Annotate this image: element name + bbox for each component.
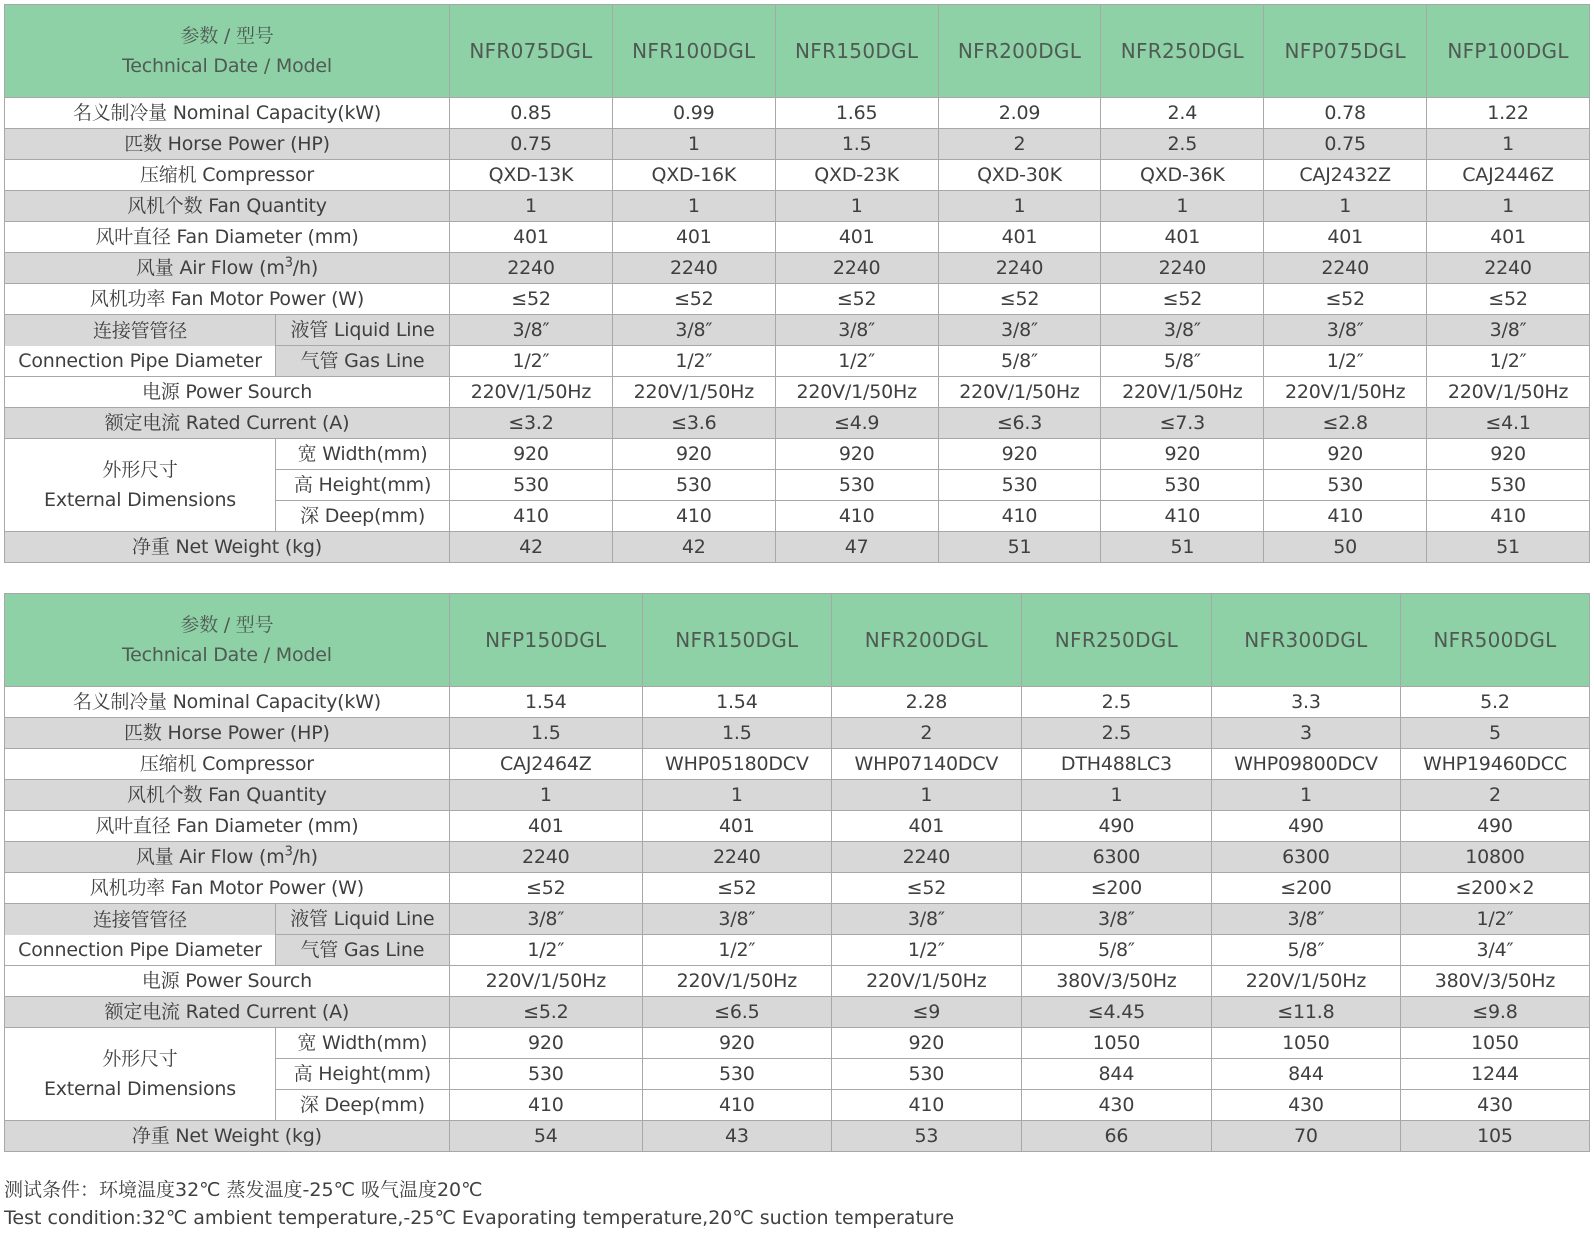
row-power — [5, 966, 1590, 997]
cell-fan-quantity: 1 — [775, 191, 938, 222]
gas-line-label: 气管 Gas Line — [275, 935, 449, 966]
cell-fan-diameter: 401 — [449, 811, 642, 842]
cell-compressor: WHP19460DCC — [1400, 749, 1589, 780]
cell-deep: 410 — [831, 1090, 1021, 1121]
cell-liquid-line: 3/8″ — [1264, 315, 1427, 346]
row-label: 风机个数 Fan Quantity — [5, 780, 450, 811]
cell-capacity: 2.4 — [1101, 98, 1264, 129]
cell-gas-line: 1/2″ — [831, 935, 1021, 966]
cell-height: 844 — [1211, 1059, 1400, 1090]
cell-air-flow: 2240 — [1427, 253, 1590, 284]
dimensions-label-cn: 外形尺寸 — [102, 459, 178, 481]
cell-deep: 410 — [642, 1090, 831, 1121]
cell-deep: 430 — [1400, 1090, 1589, 1121]
cell-height: 530 — [1264, 470, 1427, 501]
cell-liquid-line: 3/8″ — [642, 904, 831, 935]
cell-compressor: WHP07140DCV — [831, 749, 1021, 780]
model-name: NFP100DGL — [1427, 5, 1590, 98]
cell-fan-motor: ≤52 — [938, 284, 1101, 315]
cell-net-weight: 51 — [1427, 532, 1590, 563]
cell-rated-current: ≤9 — [831, 997, 1021, 1028]
cell-air-flow: 6300 — [1211, 842, 1400, 873]
cell-width: 920 — [642, 1028, 831, 1059]
cell-net-weight: 42 — [450, 532, 613, 563]
cell-horse-power: 5 — [1400, 718, 1589, 749]
cell-width: 920 — [831, 1028, 1021, 1059]
row-label: 风机个数 Fan Quantity — [5, 191, 450, 222]
row-capacity — [5, 98, 1590, 129]
cell-width: 920 — [1101, 439, 1264, 470]
cell-fan-motor: ≤52 — [450, 284, 613, 315]
row-width — [5, 1028, 1590, 1059]
cell-deep: 410 — [1427, 501, 1590, 532]
model-name: NFR300DGL — [1211, 594, 1400, 687]
cell-power: 220V/1/50Hz — [1427, 377, 1590, 408]
cell-liquid-line: 3/8″ — [775, 315, 938, 346]
cell-fan-diameter: 401 — [642, 811, 831, 842]
spec-table-2 — [4, 593, 1590, 1152]
row-label: 风叶直径 Fan Diameter (mm) — [5, 811, 450, 842]
header-label-cn: 参数 / 型号 — [180, 614, 274, 636]
cell-rated-current: ≤6.5 — [642, 997, 831, 1028]
cell-deep: 410 — [612, 501, 775, 532]
cell-fan-motor: ≤52 — [1264, 284, 1427, 315]
row-label — [5, 842, 450, 873]
cell-horse-power: 0.75 — [450, 129, 613, 160]
cell-width: 920 — [450, 439, 613, 470]
cell-net-weight: 51 — [938, 532, 1101, 563]
cell-fan-diameter: 401 — [612, 222, 775, 253]
cell-compressor: WHP05180DCV — [642, 749, 831, 780]
row-capacity — [5, 687, 1590, 718]
cell-fan-motor: ≤200 — [1211, 873, 1400, 904]
cell-fan-motor: ≤52 — [775, 284, 938, 315]
cell-gas-line: 3/4″ — [1400, 935, 1589, 966]
cell-capacity: 0.99 — [612, 98, 775, 129]
cell-horse-power: 1.5 — [642, 718, 831, 749]
cell-deep: 410 — [1101, 501, 1264, 532]
row-net-weight — [5, 532, 1590, 563]
row-compressor — [5, 749, 1590, 780]
cell-fan-motor: ≤52 — [1101, 284, 1264, 315]
cell-gas-line: 5/8″ — [1101, 346, 1264, 377]
test-condition-cn: 测试条件：环境温度32℃ 蒸发温度-25℃ 吸气温度20℃ — [4, 1179, 483, 1201]
row-air-flow — [5, 253, 1590, 284]
cell-rated-current: ≤3.6 — [612, 408, 775, 439]
dimensions-label-cn: 外形尺寸 — [102, 1048, 178, 1070]
pipe-group-label — [5, 904, 276, 966]
row-label: 风叶直径 Fan Diameter (mm) — [5, 222, 450, 253]
model-name: NFR100DGL — [612, 5, 775, 98]
cell-rated-current: ≤9.8 — [1400, 997, 1589, 1028]
cell-height: 530 — [1101, 470, 1264, 501]
test-condition-en: Test condition:32℃ ambient temperature,-25℃ Evaporating temperature,20℃ suction temperature — [4, 1207, 955, 1229]
gas-line-label: 气管 Gas Line — [276, 346, 450, 377]
row-horse-power — [5, 718, 1590, 749]
cell-deep: 410 — [938, 501, 1101, 532]
dimensions-group-label — [5, 439, 276, 532]
cell-fan-quantity: 1 — [1211, 780, 1400, 811]
cell-power: 220V/1/50Hz — [831, 966, 1021, 997]
cell-compressor: DTH488LC3 — [1021, 749, 1211, 780]
cell-fan-quantity: 1 — [1427, 191, 1590, 222]
header-label — [5, 5, 450, 98]
cell-width: 920 — [1264, 439, 1427, 470]
row-width — [5, 439, 1590, 470]
cell-fan-motor: ≤52 — [612, 284, 775, 315]
cell-capacity: 0.85 — [450, 98, 613, 129]
cell-width: 1050 — [1211, 1028, 1400, 1059]
deep-label: 深 Deep(mm) — [275, 1090, 449, 1121]
cell-capacity: 1.54 — [449, 687, 642, 718]
cell-height: 530 — [449, 1059, 642, 1090]
cell-air-flow: 6300 — [1021, 842, 1211, 873]
cell-liquid-line: 3/8″ — [938, 315, 1101, 346]
cell-capacity: 3.3 — [1211, 687, 1400, 718]
cell-fan-quantity: 1 — [1101, 191, 1264, 222]
model-name: NFR150DGL — [642, 594, 831, 687]
cell-liquid-line: 3/8″ — [1211, 904, 1400, 935]
cell-horse-power: 2.5 — [1021, 718, 1211, 749]
cell-compressor: QXD-23K — [775, 160, 938, 191]
model-name: NFP150DGL — [449, 594, 642, 687]
cell-net-weight: 47 — [775, 532, 938, 563]
row-label: 额定电流 Rated Current (A) — [5, 997, 450, 1028]
cell-width: 920 — [612, 439, 775, 470]
row-label: 风机功率 Fan Motor Power (W) — [5, 284, 450, 315]
header-label — [5, 594, 450, 687]
cell-fan-quantity: 1 — [449, 780, 642, 811]
cell-fan-diameter: 401 — [938, 222, 1101, 253]
cell-capacity: 1.65 — [775, 98, 938, 129]
cell-horse-power: 1 — [612, 129, 775, 160]
model-name: NFR250DGL — [1101, 5, 1264, 98]
cell-width: 920 — [775, 439, 938, 470]
cell-deep: 410 — [449, 1090, 642, 1121]
cell-fan-diameter: 401 — [831, 811, 1021, 842]
row-fan-motor — [5, 284, 1590, 315]
row-liquid-line — [5, 904, 1590, 935]
cell-net-weight: 43 — [642, 1121, 831, 1152]
width-label: 宽 Width(mm) — [276, 439, 450, 470]
row-horse-power — [5, 129, 1590, 160]
cell-rated-current: ≤6.3 — [938, 408, 1101, 439]
cell-capacity: 2.09 — [938, 98, 1101, 129]
header-row — [5, 5, 1590, 98]
cell-compressor: CAJ2464Z — [449, 749, 642, 780]
cell-gas-line: 5/8″ — [1021, 935, 1211, 966]
row-label: 风机功率 Fan Motor Power (W) — [5, 873, 450, 904]
width-label: 宽 Width(mm) — [275, 1028, 449, 1059]
air-flow-label: 风量 Air Flow (m — [135, 846, 285, 868]
row-fan-quantity — [5, 191, 1590, 222]
cell-fan-diameter: 401 — [1427, 222, 1590, 253]
cell-fan-motor: ≤200 — [1021, 873, 1211, 904]
cell-fan-diameter: 490 — [1211, 811, 1400, 842]
deep-label: 深 Deep(mm) — [276, 501, 450, 532]
cell-compressor: WHP09800DCV — [1211, 749, 1400, 780]
cell-fan-quantity: 1 — [1021, 780, 1211, 811]
pipe-label-cn: 连接管管径 — [93, 319, 188, 342]
row-liquid-line — [5, 315, 1590, 346]
cell-power: 220V/1/50Hz — [775, 377, 938, 408]
cell-gas-line: 1/2″ — [775, 346, 938, 377]
cell-horse-power: 1.5 — [449, 718, 642, 749]
cell-net-weight: 66 — [1021, 1121, 1211, 1152]
row-label: 名义制冷量 Nominal Capacity(kW) — [5, 98, 450, 129]
cell-width: 1050 — [1400, 1028, 1589, 1059]
header-label-en: Technical Date / Model — [122, 55, 332, 77]
row-label: 匹数 Horse Power (HP) — [5, 718, 450, 749]
cell-gas-line: 1/2″ — [1427, 346, 1590, 377]
cell-fan-diameter: 401 — [775, 222, 938, 253]
cell-height: 530 — [775, 470, 938, 501]
cell-height: 530 — [642, 1059, 831, 1090]
cell-compressor: QXD-16K — [612, 160, 775, 191]
row-label: 名义制冷量 Nominal Capacity(kW) — [5, 687, 450, 718]
cell-fan-diameter: 401 — [450, 222, 613, 253]
cell-net-weight: 54 — [449, 1121, 642, 1152]
cell-liquid-line: 1/2″ — [1400, 904, 1589, 935]
row-air-flow — [5, 842, 1590, 873]
cell-net-weight: 42 — [612, 532, 775, 563]
air-flow-label-unit: /h) — [292, 257, 319, 279]
cell-fan-quantity: 2 — [1400, 780, 1589, 811]
cell-horse-power: 0.75 — [1264, 129, 1427, 160]
cell-fan-diameter: 401 — [1264, 222, 1427, 253]
cell-fan-diameter: 490 — [1021, 811, 1211, 842]
pipe-label-en: Connection Pipe Diameter — [5, 346, 275, 376]
model-name: NFR200DGL — [831, 594, 1021, 687]
cell-horse-power: 2 — [938, 129, 1101, 160]
cell-gas-line: 1/2″ — [642, 935, 831, 966]
dimensions-label-en: External Dimensions — [44, 489, 237, 511]
cell-horse-power: 1 — [1427, 129, 1590, 160]
cell-power: 220V/1/50Hz — [938, 377, 1101, 408]
cell-liquid-line: 3/8″ — [612, 315, 775, 346]
cell-width: 1050 — [1021, 1028, 1211, 1059]
cell-width: 920 — [1427, 439, 1590, 470]
cell-gas-line: 1/2″ — [1264, 346, 1427, 377]
cell-compressor: QXD-36K — [1101, 160, 1264, 191]
cell-power: 220V/1/50Hz — [449, 966, 642, 997]
liquid-line-label: 液管 Liquid Line — [275, 904, 449, 935]
cell-gas-line: 1/2″ — [449, 935, 642, 966]
cell-compressor: CAJ2432Z — [1264, 160, 1427, 191]
cell-fan-motor: ≤52 — [1427, 284, 1590, 315]
cell-fan-quantity: 1 — [831, 780, 1021, 811]
cell-rated-current: ≤3.2 — [450, 408, 613, 439]
cell-net-weight: 105 — [1400, 1121, 1589, 1152]
cell-liquid-line: 3/8″ — [1021, 904, 1211, 935]
spec-table-1 — [4, 4, 1590, 563]
cubic-superscript: 3 — [284, 844, 293, 860]
cell-capacity: 2.28 — [831, 687, 1021, 718]
cell-power: 220V/1/50Hz — [642, 966, 831, 997]
air-flow-label: 风量 Air Flow (m — [136, 257, 285, 279]
model-name: NFP075DGL — [1264, 5, 1427, 98]
cell-gas-line: 1/2″ — [450, 346, 613, 377]
cell-air-flow: 2240 — [642, 842, 831, 873]
cell-rated-current: ≤4.1 — [1427, 408, 1590, 439]
cell-net-weight: 50 — [1264, 532, 1427, 563]
dimensions-label-en: External Dimensions — [43, 1078, 236, 1100]
row-label: 电源 Power Sourch — [5, 377, 450, 408]
cell-air-flow: 2240 — [612, 253, 775, 284]
cell-compressor: QXD-13K — [450, 160, 613, 191]
row-rated-current — [5, 408, 1590, 439]
model-name: NFR150DGL — [775, 5, 938, 98]
cell-height: 530 — [450, 470, 613, 501]
cell-air-flow: 2240 — [938, 253, 1101, 284]
cell-fan-quantity: 1 — [1264, 191, 1427, 222]
cell-power: 380V/3/50Hz — [1021, 966, 1211, 997]
cell-rated-current: ≤5.2 — [449, 997, 642, 1028]
cell-capacity: 2.5 — [1021, 687, 1211, 718]
row-label: 净重 Net Weight (kg) — [5, 1121, 450, 1152]
test-conditions — [4, 1176, 954, 1232]
cell-horse-power: 2.5 — [1101, 129, 1264, 160]
row-compressor — [5, 160, 1590, 191]
cell-net-weight: 51 — [1101, 532, 1264, 563]
row-label: 压缩机 Compressor — [5, 160, 450, 191]
cell-horse-power: 3 — [1211, 718, 1400, 749]
cell-air-flow: 2240 — [1101, 253, 1264, 284]
row-label: 电源 Power Sourch — [5, 966, 450, 997]
row-label: 压缩机 Compressor — [5, 749, 450, 780]
cell-fan-quantity: 1 — [642, 780, 831, 811]
cell-power: 220V/1/50Hz — [1101, 377, 1264, 408]
cell-width: 920 — [449, 1028, 642, 1059]
cell-horse-power: 2 — [831, 718, 1021, 749]
cell-capacity: 5.2 — [1400, 687, 1589, 718]
cell-fan-motor: ≤200×2 — [1400, 873, 1589, 904]
cell-liquid-line: 3/8″ — [449, 904, 642, 935]
row-label — [5, 253, 450, 284]
cell-horse-power: 1.5 — [775, 129, 938, 160]
cell-fan-quantity: 1 — [450, 191, 613, 222]
pipe-label-cn: 连接管管径 — [92, 908, 187, 931]
air-flow-label-unit: /h) — [292, 846, 318, 868]
liquid-line-label: 液管 Liquid Line — [276, 315, 450, 346]
model-name: NFR075DGL — [450, 5, 613, 98]
cell-width: 920 — [938, 439, 1101, 470]
row-fan-motor — [5, 873, 1590, 904]
cell-gas-line: 1/2″ — [612, 346, 775, 377]
cell-fan-diameter: 490 — [1400, 811, 1589, 842]
pipe-group-label — [5, 315, 276, 377]
cell-air-flow: 2240 — [831, 842, 1021, 873]
cell-power: 220V/1/50Hz — [450, 377, 613, 408]
height-label: 高 Height(mm) — [275, 1059, 449, 1090]
cell-rated-current: ≤11.8 — [1211, 997, 1400, 1028]
cell-air-flow: 2240 — [450, 253, 613, 284]
cell-liquid-line: 3/8″ — [1427, 315, 1590, 346]
cell-fan-motor: ≤52 — [642, 873, 831, 904]
cell-compressor: QXD-30K — [938, 160, 1101, 191]
row-fan-diameter — [5, 222, 1590, 253]
cell-deep: 430 — [1021, 1090, 1211, 1121]
cell-capacity: 1.22 — [1427, 98, 1590, 129]
model-name: NFR200DGL — [938, 5, 1101, 98]
row-power — [5, 377, 1590, 408]
cell-fan-quantity: 1 — [612, 191, 775, 222]
cell-height: 1244 — [1400, 1059, 1589, 1090]
row-label: 额定电流 Rated Current (A) — [5, 408, 450, 439]
cell-liquid-line: 3/8″ — [831, 904, 1021, 935]
cell-deep: 430 — [1211, 1090, 1400, 1121]
cell-power: 220V/1/50Hz — [1264, 377, 1427, 408]
cell-power: 380V/3/50Hz — [1400, 966, 1589, 997]
dimensions-group-label — [5, 1028, 276, 1121]
height-label: 高 Height(mm) — [276, 470, 450, 501]
row-label: 净重 Net Weight (kg) — [5, 532, 450, 563]
header-label-en: Technical Date / Model — [121, 644, 332, 666]
header-label-cn: 参数 / 型号 — [180, 25, 274, 47]
cell-rated-current: ≤2.8 — [1264, 408, 1427, 439]
cell-air-flow: 2240 — [449, 842, 642, 873]
cell-rated-current: ≤7.3 — [1101, 408, 1264, 439]
row-net-weight — [5, 1121, 1590, 1152]
header-row — [5, 594, 1590, 687]
cell-power: 220V/1/50Hz — [612, 377, 775, 408]
model-name: NFR500DGL — [1400, 594, 1589, 687]
cell-height: 844 — [1021, 1059, 1211, 1090]
cell-height: 530 — [1427, 470, 1590, 501]
cell-net-weight: 53 — [831, 1121, 1021, 1152]
cell-power: 220V/1/50Hz — [1211, 966, 1400, 997]
cell-air-flow: 2240 — [775, 253, 938, 284]
cell-height: 530 — [612, 470, 775, 501]
cell-fan-motor: ≤52 — [449, 873, 642, 904]
row-label: 匹数 Horse Power (HP) — [5, 129, 450, 160]
row-rated-current — [5, 997, 1590, 1028]
cell-deep: 410 — [450, 501, 613, 532]
cell-gas-line: 5/8″ — [1211, 935, 1400, 966]
cell-gas-line: 5/8″ — [938, 346, 1101, 377]
cell-rated-current: ≤4.9 — [775, 408, 938, 439]
cubic-superscript: 3 — [284, 255, 293, 271]
row-fan-quantity — [5, 780, 1590, 811]
row-fan-diameter — [5, 811, 1590, 842]
cell-deep: 410 — [775, 501, 938, 532]
cell-air-flow: 10800 — [1400, 842, 1589, 873]
cell-fan-quantity: 1 — [938, 191, 1101, 222]
cell-capacity: 0.78 — [1264, 98, 1427, 129]
cell-height: 530 — [938, 470, 1101, 501]
cell-net-weight: 70 — [1211, 1121, 1400, 1152]
cell-air-flow: 2240 — [1264, 253, 1427, 284]
cell-liquid-line: 3/8″ — [450, 315, 613, 346]
cell-fan-motor: ≤52 — [831, 873, 1021, 904]
cell-rated-current: ≤4.45 — [1021, 997, 1211, 1028]
cell-height: 530 — [831, 1059, 1021, 1090]
pipe-label-en: Connection Pipe Diameter — [5, 935, 275, 965]
model-name: NFR250DGL — [1021, 594, 1211, 687]
cell-liquid-line: 3/8″ — [1101, 315, 1264, 346]
cell-fan-diameter: 401 — [1101, 222, 1264, 253]
cell-capacity: 1.54 — [642, 687, 831, 718]
cell-compressor: CAJ2446Z — [1427, 160, 1590, 191]
cell-deep: 410 — [1264, 501, 1427, 532]
